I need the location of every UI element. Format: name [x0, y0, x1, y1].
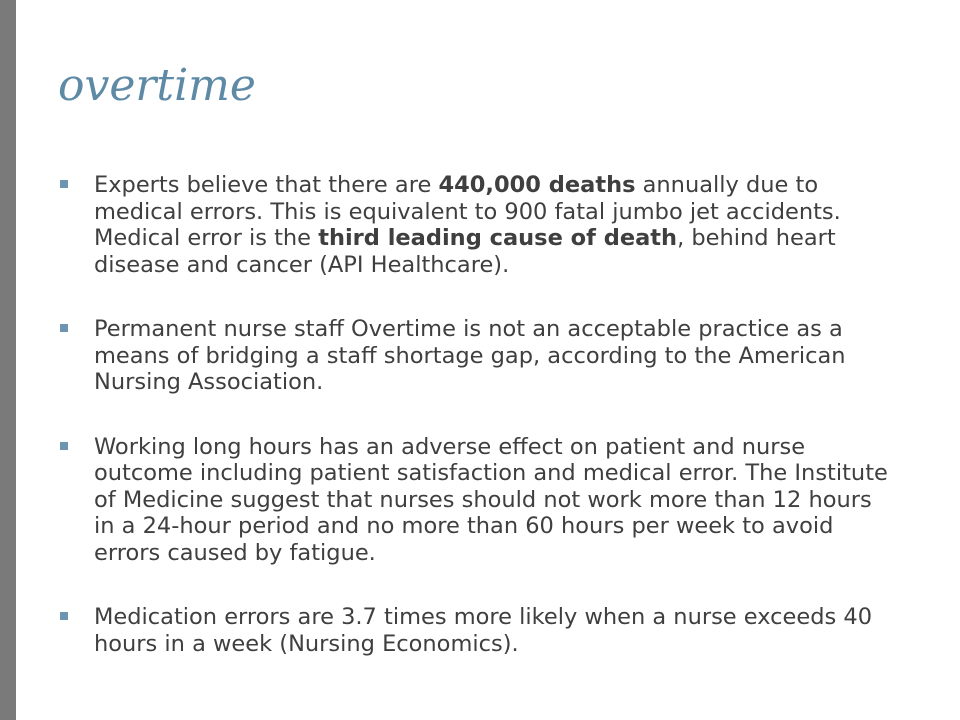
bullet-item: [58, 604, 898, 657]
bullet-text: Working long hours has an adverse effect on patient and nurse outcome including patient satisfaction and medical error. The Institute of Medicine suggest that nurses should not work more than 12 hours in a 24-hour period and no more than 60 hours per week to avoid errors caused by fatigue.: [94, 433, 888, 566]
bullet-text-bold: 440,000 deaths: [438, 172, 636, 198]
left-accent-bar: [0, 0, 16, 720]
bullet-item: [58, 172, 898, 278]
bullet-text-bold: third leading cause of death: [318, 225, 678, 251]
bullet-text-segment: , behind heart disease and cancer (API Healthcare).: [94, 225, 836, 278]
square-bullet-icon: [60, 324, 68, 332]
bullet-text: [94, 172, 841, 278]
bullet-text-segment: annually due to medical errors. This is equivalent to 900 fatal jumbo jet accidents. Medical error is the: [94, 172, 841, 251]
bullet-item: [58, 316, 898, 396]
bullet-list: [58, 172, 898, 695]
bullet-text: Medication errors are 3.7 times more likely when a nurse exceeds 40 hours in a week (Nursing Economics).: [94, 604, 873, 657]
square-bullet-icon: [60, 180, 68, 188]
square-bullet-icon: [60, 442, 68, 450]
square-bullet-icon: [60, 612, 68, 620]
bullet-text: Permanent nurse staff Overtime is not an acceptable practice as a means of bridging a staff shortage gap, according to the American Nursing Association.: [94, 316, 846, 395]
bullet-text-segment: Experts believe that there are: [94, 172, 439, 198]
bullet-item: [58, 434, 898, 567]
slide-title: overtime: [58, 60, 256, 111]
